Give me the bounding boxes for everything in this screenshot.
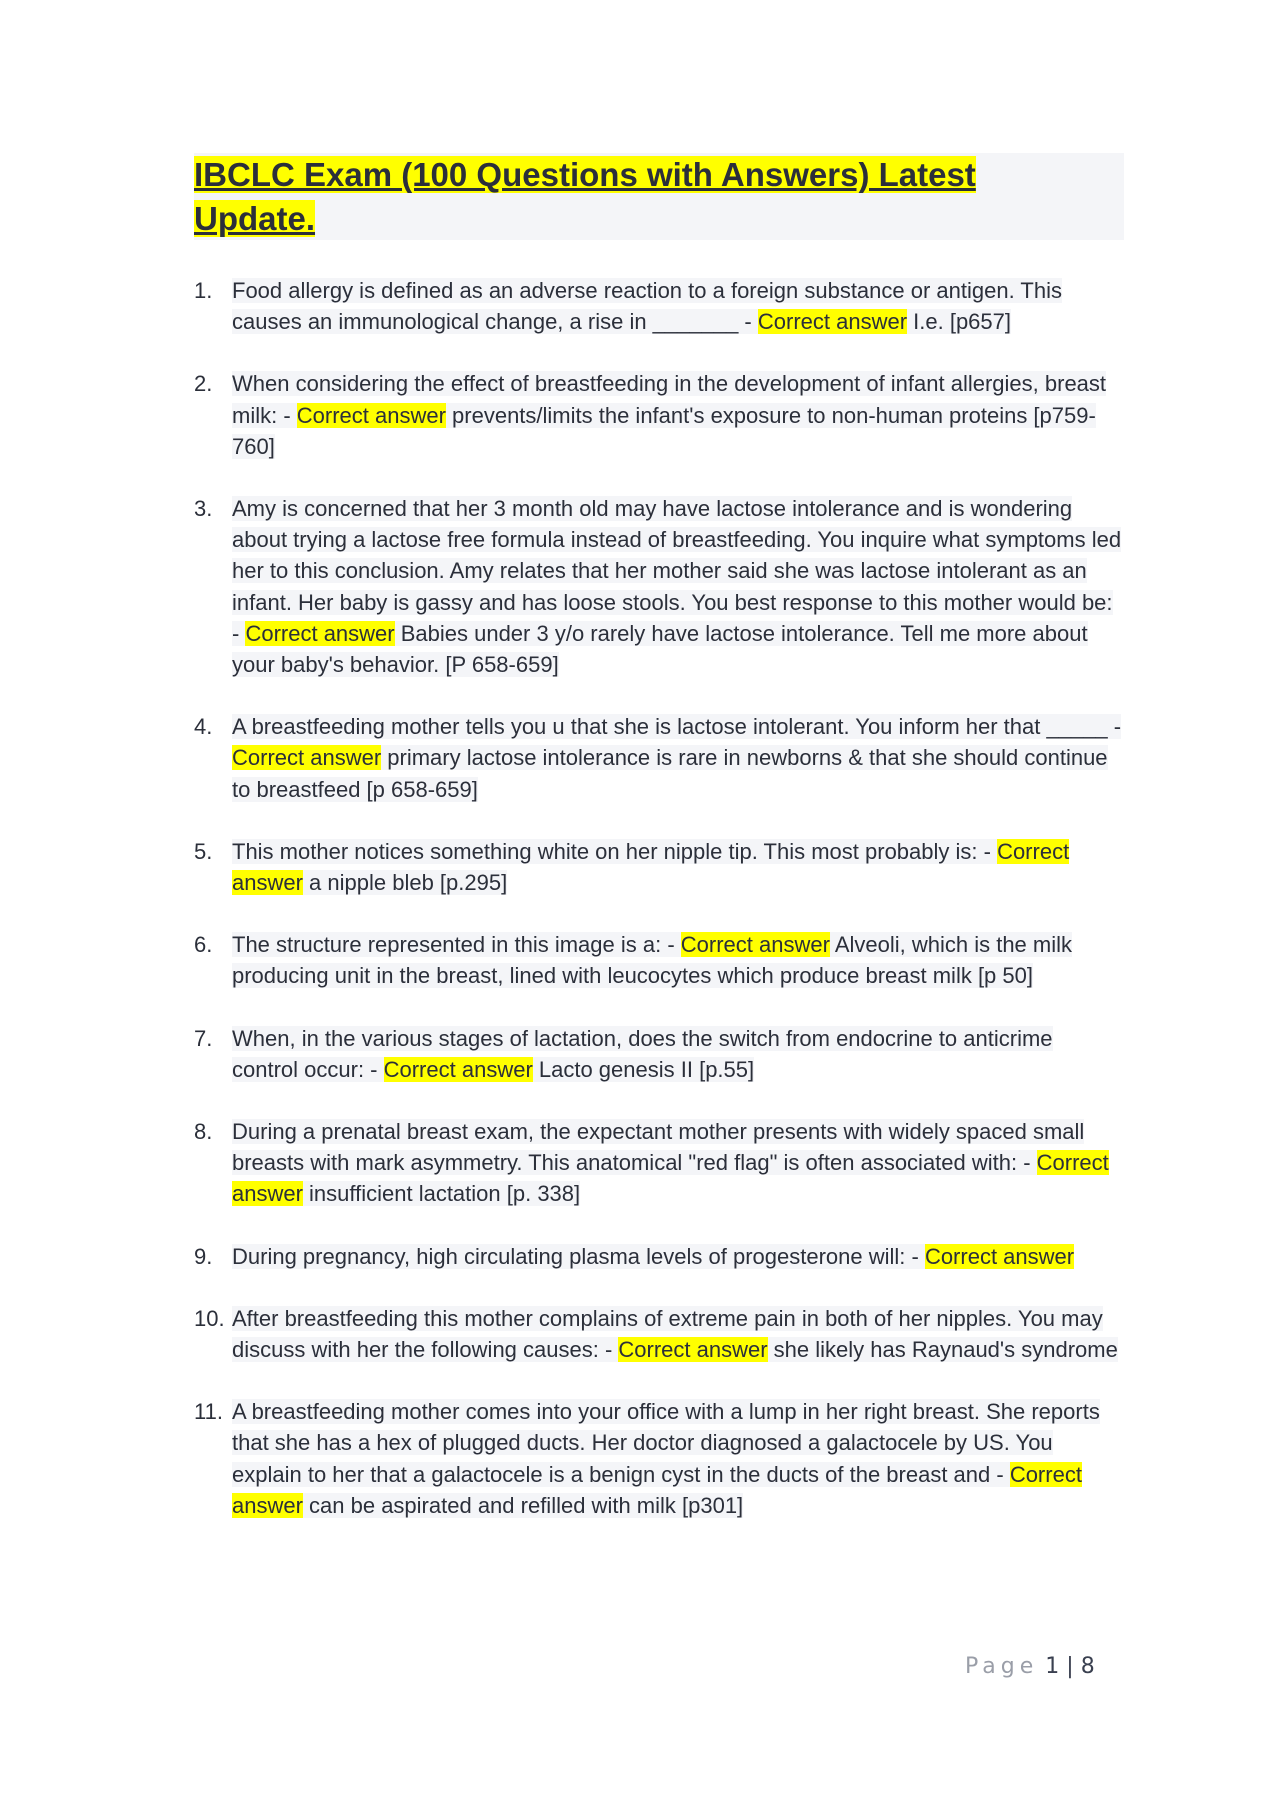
question-item <box>194 836 1124 898</box>
page-number: 1 <box>1045 1654 1060 1679</box>
answer-text: prevents/limits the infant's exposure to non-human proteins [p759-760] <box>232 402 1096 459</box>
question-number: 10. <box>194 1305 225 1331</box>
question-number: 9. <box>194 1243 213 1269</box>
question-text: A breastfeeding mother comes into your office with a lump in her right breast. She reports that she has a hex of plugged ducts. Her doctor diagnosed a galactocele by US. You explain to her that a galactocele is a benign cyst in the ducts of the breast and - <box>232 1399 1100 1487</box>
question-text: During pregnancy, high circulating plasma levels of progesterone will: - <box>232 1243 925 1269</box>
answer-text: insufficient lactation [p. 338] <box>302 1181 581 1207</box>
question-item <box>194 1116 1124 1210</box>
question-number: 6. <box>194 932 213 958</box>
question-item <box>194 275 1124 337</box>
correct-answer-label: Correct answer <box>924 1243 1075 1269</box>
correct-answer-label: Correct answer <box>232 1150 1109 1207</box>
question-number: 11. <box>194 1399 223 1425</box>
answer-text: primary lactose intolerance is rare in newborns & that she should continue to breastfeed [p 658-659] <box>232 745 1108 802</box>
question-list <box>194 275 1124 1552</box>
question-number: 2. <box>194 371 213 397</box>
answer-text: Lacto genesis II [p.55] <box>532 1056 755 1082</box>
question-text: This mother notices something white on her nipple tip. This most probably is: - <box>232 838 998 864</box>
question-number: 5. <box>194 838 213 864</box>
correct-answer-label: Correct answer <box>296 402 446 428</box>
correct-answer-label: Correct answer <box>245 620 395 646</box>
title-text: IBCLC Exam (100 Questions with Answers) Latest Update. <box>194 156 976 237</box>
correct-answer-label: Correct answer <box>618 1337 768 1363</box>
question-text: The structure represented in this image is a: - <box>232 932 681 958</box>
question-item <box>194 1023 1124 1085</box>
answer-text: a nipple bleb [p.295] <box>302 870 508 896</box>
page-label: Page <box>965 1654 1039 1679</box>
question-text: When considering the effect of breastfeeding in the development of infant allergies, breast milk: - <box>232 371 1107 428</box>
answer-text: Babies under 3 y/o rarely have lactose intolerance. Tell me more about your baby's behavior. [P 658-659] <box>232 620 1088 678</box>
page-total: 8 <box>1080 1654 1095 1679</box>
correct-answer-label: Correct answer <box>232 745 382 771</box>
question-number: 1. <box>194 278 213 303</box>
question-text: Amy is concerned that her 3 month old may have lactose intolerance and is wondering about trying a lactose free formula instead of breastfeeding. You inquire what symptoms led her to this conclusion. Amy relates that her mother said she was lactose intolerant as an infant. Her baby is gassy and has loose stools. You best response to this mother would be: - <box>232 496 1122 646</box>
question-text: A breastfeeding mother tells you u that she is lactose intolerant. You inform her that _____ - <box>232 714 1122 740</box>
correct-answer-label: Correct answer <box>232 1461 1082 1518</box>
question-number: 3. <box>194 496 213 522</box>
question-item <box>194 929 1124 991</box>
document-title <box>194 153 1094 241</box>
question-number: 7. <box>194 1025 213 1051</box>
correct-answer-label: Correct answer <box>757 309 908 335</box>
correct-answer-label: Correct answer <box>383 1056 533 1082</box>
answer-text: she likely has Raynaud's syndrome <box>767 1337 1118 1363</box>
answer-text: Alveoli, which is the milk producing unit in the breast, lined with leucocytes which produce breast milk [p 50] <box>232 932 1073 989</box>
question-number: 8. <box>194 1119 213 1145</box>
question-text: Food allergy is defined as an adverse reaction to a foreign substance or antigen. This causes an immunological change, a rise in _______ - <box>232 278 1062 335</box>
answer-text: I.e. [p657] <box>907 309 1011 335</box>
question-item <box>194 711 1124 805</box>
correct-answer-label: Correct answer <box>232 838 1070 896</box>
question-item <box>194 1396 1124 1521</box>
question-text: When, in the various stages of lactation, does the switch from endocrine to anticrime control occur: - <box>232 1025 1053 1082</box>
correct-answer-label: Correct answer <box>680 932 830 958</box>
question-text: After breastfeeding this mother complains of extreme pain in both of her nipples. You may discuss with her the following causes: - <box>232 1305 1103 1363</box>
question-item <box>194 1303 1124 1365</box>
page-footer <box>965 1654 1095 1679</box>
question-text: During a prenatal breast exam, the expectant mother presents with widely spaced small breasts with mark asymmetry. This anatomical "red flag" is often associated with: - <box>232 1119 1085 1176</box>
question-item <box>194 493 1124 680</box>
answer-text: can be aspirated and refilled with milk [p301] <box>302 1492 744 1518</box>
page-separator: | <box>1066 1654 1074 1679</box>
question-item <box>194 1241 1124 1272</box>
question-number: 4. <box>194 714 213 740</box>
question-item <box>194 368 1124 462</box>
